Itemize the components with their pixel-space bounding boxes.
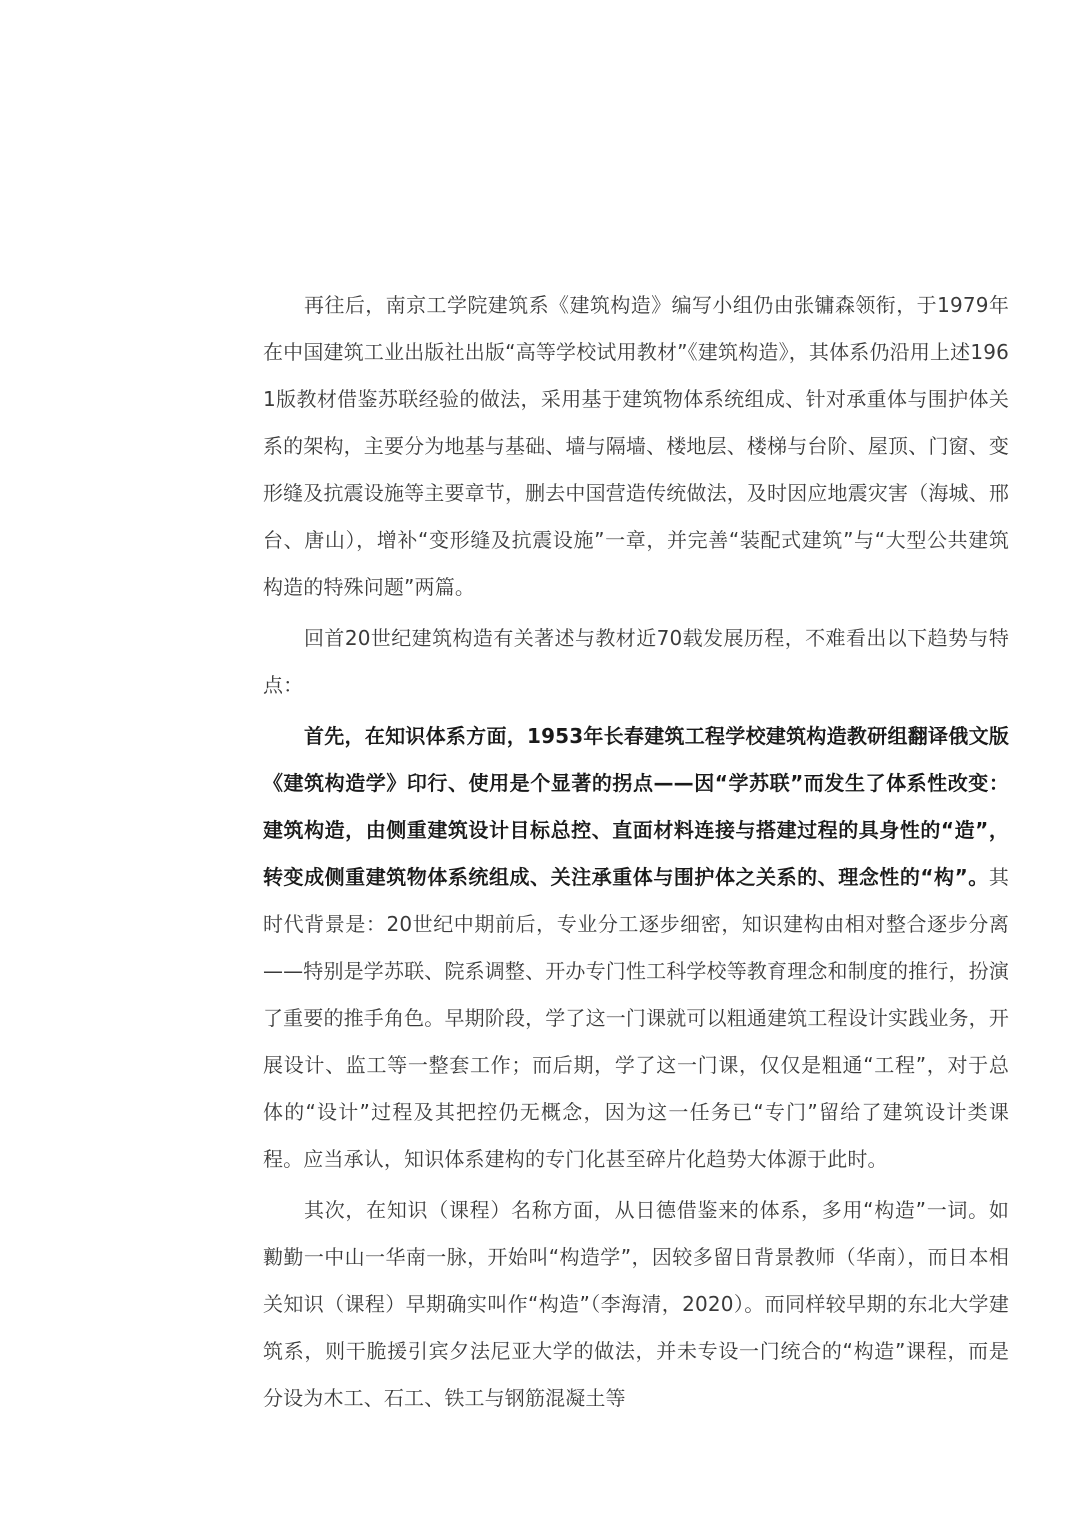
paragraph-2-text: 回首20世纪建筑构造有关著述与教材近70载发展历程，不难看出以下趋势与特点： [263,626,1009,697]
paragraph-3-text: 其时代背景是：20世纪中期前后，专业分工逐步细密，知识建构由相对整合逐步分离——特别是学苏联、院系调整、开办专门性工科学校等教育理念和制度的推行，扮演了重要的推手角色。早期阶段，学了这一门课就可以粗通建筑工程设计实践业务，开展设计、监工等一整套工作；而后期，学了这一门课，仅仅是粗通“工程”，对于总体的“设计”过程及其把控仍无概念，因为这一任务已“专门”留给了建筑设计类课程。应当承认，知识体系建构的专门化甚至碎片化趋势大体源于此时。 [263,865,1009,1171]
paragraph-1 [263,282,1009,611]
paragraph-3-bold-lead: 首先，在知识体系方面，1953年长春建筑工程学校建筑构造教研组翻译俄文版《建筑构造学》印行、使用是个显著的拐点——因“学苏联”而发生了体系性改变：建筑构造，由侧重建筑设计目标总控、直面材料连接与搭建过程的具身性的“造”，转变成侧重建筑物体系统组成、关注承重体与围护体之关系的、理念性的“构”。 [263,724,1009,889]
paragraph-4-text: 其次，在知识（课程）名称方面，从日德借鉴来的体系，多用“构造”一词。如勷勤一中山一华南一脉，开始叫“构造学”，因较多留日背景教师（华南），而日本相关知识（课程）早期确实叫作“构造”（李海清，2020）。而同样较早期的东北大学建筑系，则干脆援引宾夕法尼亚大学的做法，并未专设一门统合的“构造”课程，而是分设为木工、石工、铁工与钢筋混凝土等 [263,1198,1009,1410]
paragraph-4 [263,1187,1009,1422]
paragraph-1-text: 再往后，南京工学院建筑系《建筑构造》编写小组仍由张镛森领衔，于1979年在中国建筑工业出版社出版“高等学校试用教材”《建筑构造》，其体系仍沿用上述1961版教材借鉴苏联经验的做法，采用基于建筑物体系统组成、针对承重体与围护体关系的架构，主要分为地基与基础、墙与隔墙、楼地层、楼梯与台阶、屋顶、门窗、变形缝及抗震设施等主要章节，删去中国营造传统做法，及时因应地震灾害（海城、邢台、唐山），增补“变形缝及抗震设施”一章，并完善“装配式建筑”与“大型公共建筑构造的特殊问题”两篇。 [263,293,1009,599]
paragraph-3 [263,713,1009,1183]
article-body [263,282,1009,1426]
paragraph-2 [263,615,1009,709]
